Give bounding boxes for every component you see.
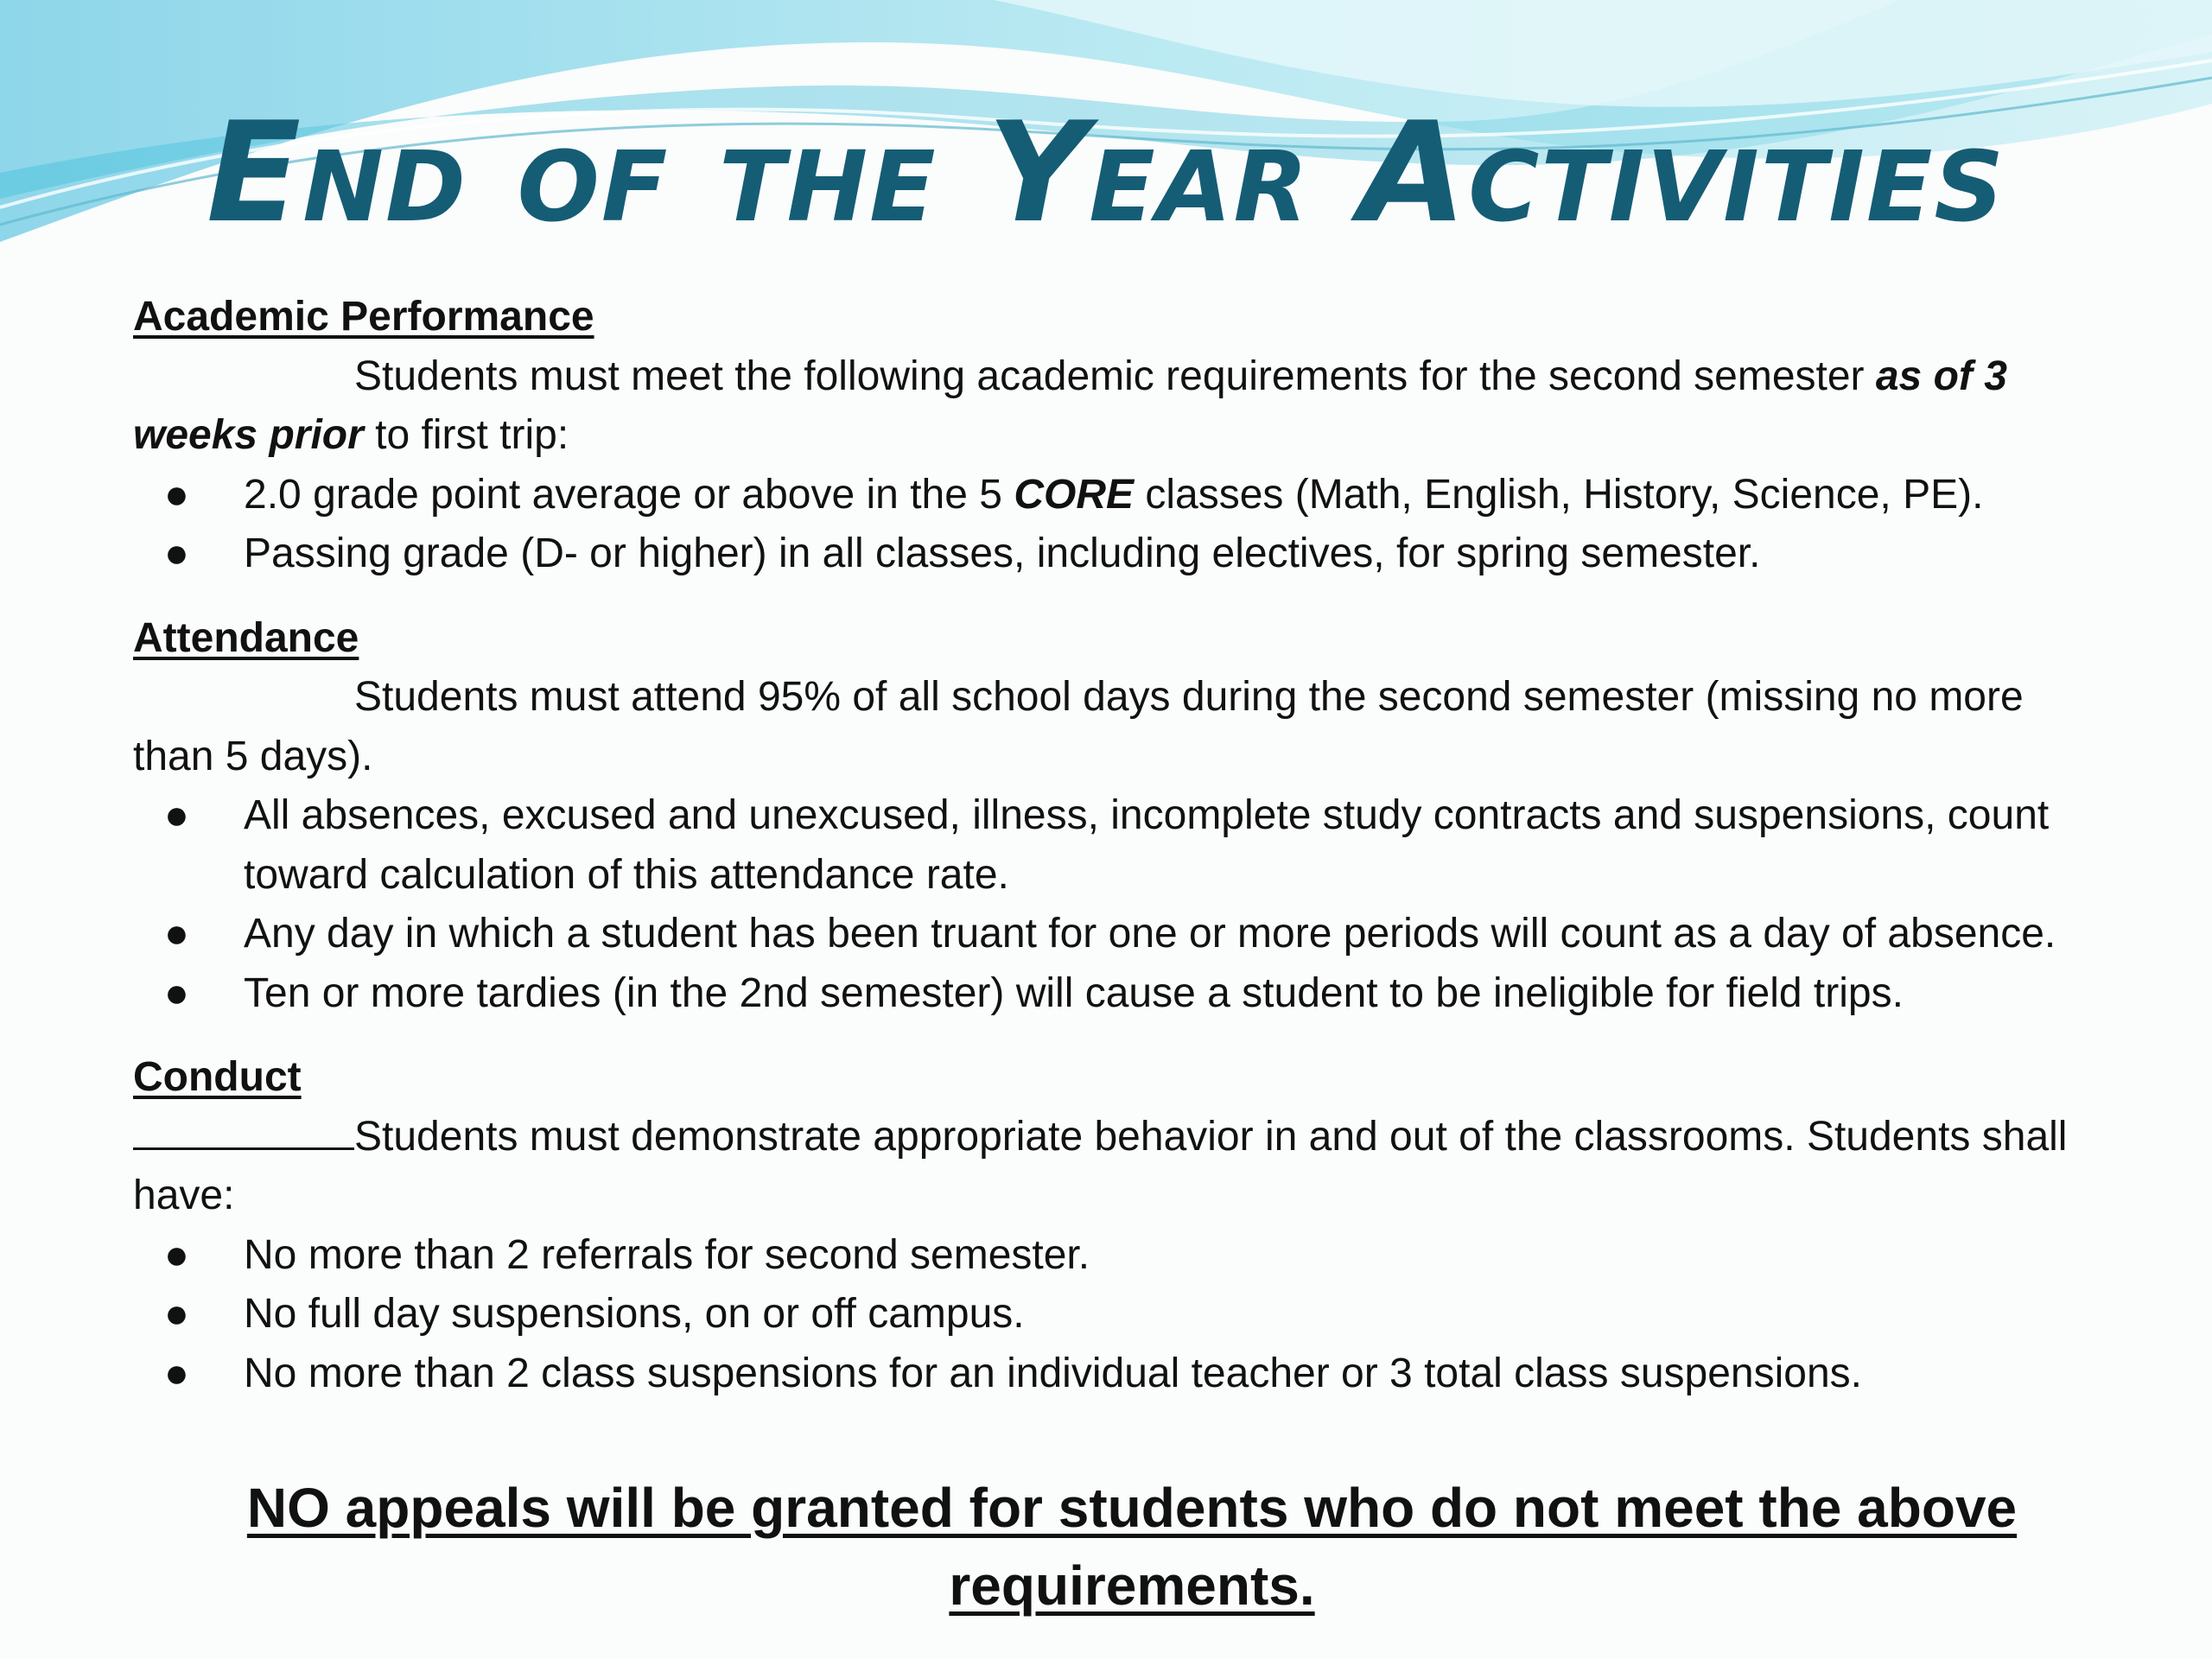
academic-intro-text-2: to first trip:: [363, 412, 569, 458]
list-item: ● No more than 2 class suspensions for an individual teacher or 3 total class suspensions.: [133, 1344, 2129, 1404]
conduct-intro-line1: Students must demonstrate appropriate behavior in and out of the classrooms. Students shall: [133, 1108, 2129, 1167]
list-item: ● Any day in which a student has been truant for one or more periods will count as a day of absence.: [133, 905, 2129, 964]
list-item: ● No full day suspensions, on or off campus.: [133, 1285, 2129, 1344]
academic-intro-text: Students must meet the following academic requirements for the second semester: [354, 353, 1876, 399]
fill-in-blank: [133, 1109, 354, 1150]
page-title: End of the Year Activities: [206, 92, 2006, 253]
conduct-intro-line2: have:: [133, 1173, 235, 1218]
bullet-icon: ●: [164, 792, 189, 838]
section-heading-attendance: Attendance: [133, 614, 359, 661]
bullet-icon: ●: [164, 471, 189, 518]
bullet-icon: ●: [164, 911, 189, 957]
notice-line1: NO appeals will be granted for students who do not meet the above: [246, 1477, 2018, 1539]
academic-intro-emphasis: as of 3: [1875, 353, 2007, 399]
document-body: [133, 288, 2129, 1403]
notice-line2: requirements.: [949, 1554, 1315, 1617]
list-item: ● 2.0 grade point average or above in the 5 CORE classes (Math, English, History, Science, PE).: [133, 466, 2129, 525]
academic-intro-emphasis-2: weeks prior: [133, 412, 364, 458]
bullet-icon: ●: [164, 969, 189, 1016]
attendance-intro-line2: than 5 days).: [133, 733, 373, 779]
bullet-icon: ●: [164, 1291, 189, 1337]
core-emphasis: CORE: [1014, 471, 1134, 518]
attendance-intro-line1: Students must attend 95% of all school days during the second semester (missing no more: [354, 674, 2024, 720]
list-item: ● No more than 2 referrals for second semester.: [133, 1226, 2129, 1286]
academic-intro-line1: [133, 347, 2129, 407]
no-appeals-notice: [0, 1469, 2212, 1624]
bullet-icon: ●: [164, 1350, 189, 1396]
section-heading-academic: Academic Performance: [133, 294, 594, 340]
bullet-icon: ●: [164, 531, 189, 576]
bullet-icon: ●: [164, 1231, 189, 1278]
list-item: ● All absences, excused and unexcused, illness, incomplete study contracts and suspensions, count: [133, 786, 2129, 846]
list-item: ● Passing grade (D- or higher) in all classes, including electives, for spring semester.: [133, 524, 2129, 584]
section-heading-conduct: Conduct: [133, 1054, 302, 1100]
list-item-continuation: toward calculation of this attendance rate.: [244, 851, 1009, 898]
list-item: ● Ten or more tardies (in the 2nd semester) will cause a student to be ineligible for field trips.: [133, 964, 2129, 1024]
academic-intro-line2: [133, 406, 2129, 466]
